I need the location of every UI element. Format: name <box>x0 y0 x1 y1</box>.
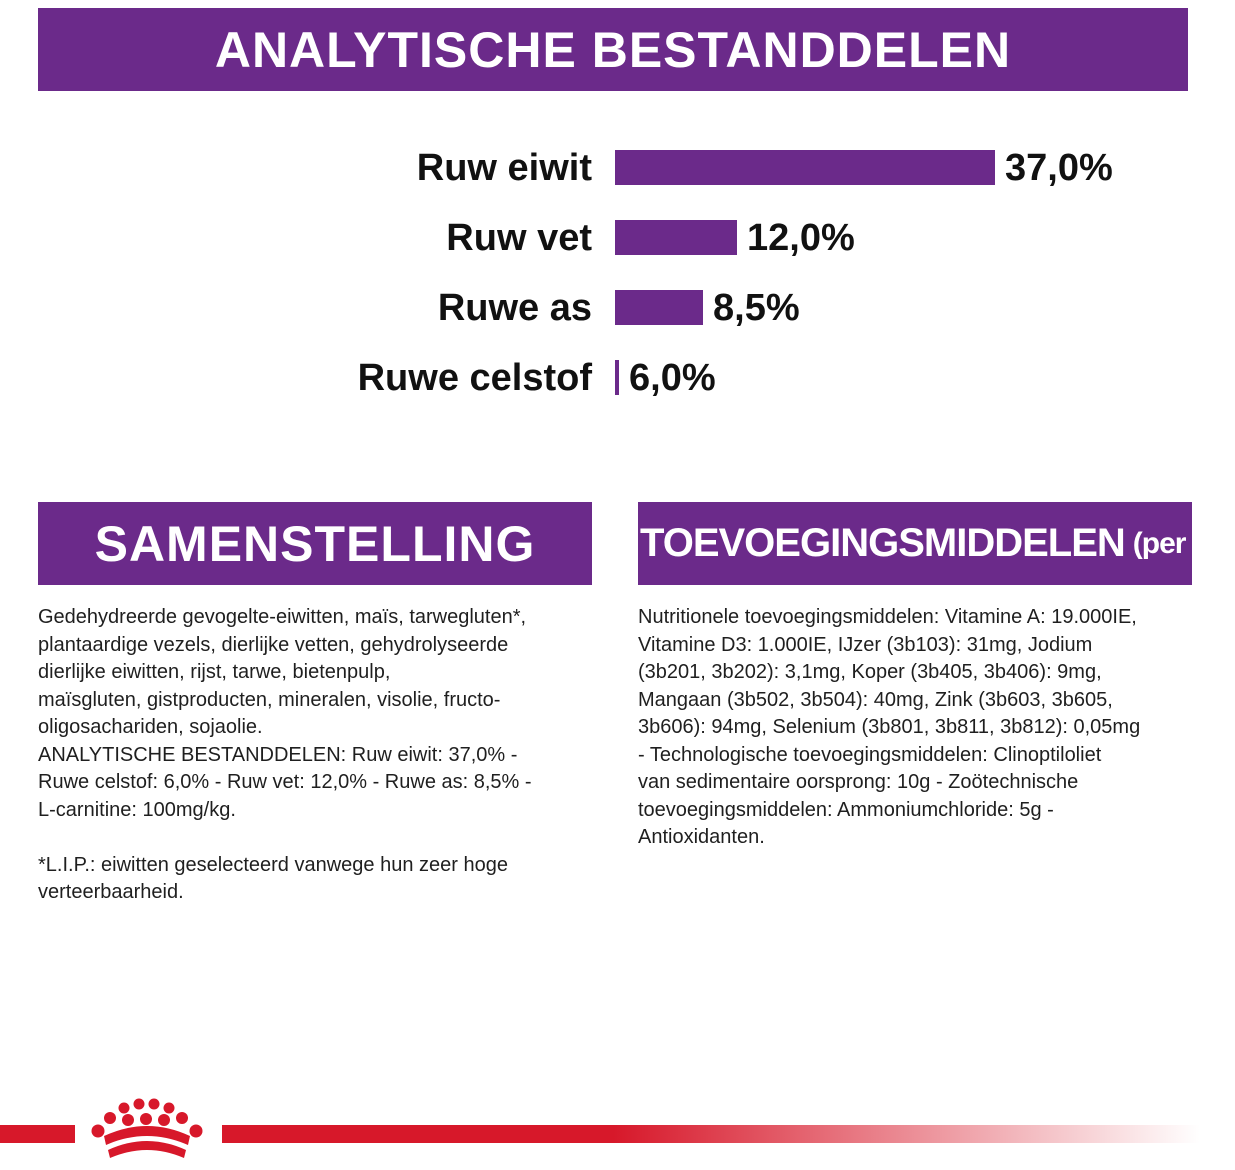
additives-line: Nutritionele toevoegingsmiddelen: Vitamine A: 19.000IE, <box>638 606 1137 628</box>
composition-line: Gedehydreerde gevogelte-eiwitten, maïs, tarwegluten*, <box>38 606 527 628</box>
additives-line: (3b201, 3b202): 3,1mg, Koper (3b405, 3b406): 9mg, <box>638 661 1102 683</box>
composition-footnote-line: *L.I.P.: eiwitten geselecteerd vanwege hun zeer hoge <box>38 853 508 876</box>
bar-row <box>0 286 1200 330</box>
bar <box>615 150 995 185</box>
composition-line: dierlijke eiwitten, rijst, tarwe, bietenpulp, <box>38 661 391 683</box>
composition-line: ANALYTISCHE BESTANDDELEN: Ruw eiwit: 37,0% - <box>38 743 518 766</box>
bar-value-label: 6,0% <box>629 357 716 399</box>
additives-line: 3b606): 94mg, Selenium (3b801, 3b811, 3b812): 0,05mg <box>638 716 1141 738</box>
bar <box>615 290 703 325</box>
additives-line: - Technologische toevoegingsmiddelen: Clinoptiloliet <box>638 743 1102 766</box>
bar <box>615 220 737 255</box>
composition-line: oligosachariden, sojaolie. <box>38 716 263 738</box>
composition-line: maïsgluten, gistproducten, mineralen, visolie, fructo- <box>38 688 501 711</box>
bar-category-label: Ruwe as <box>437 287 592 329</box>
composition-footnote-line: verteerbaarheid. <box>38 881 184 903</box>
analytical-constituents-header <box>38 8 1188 91</box>
bar-category-label: Ruw eiwit <box>416 147 592 189</box>
royal-canin-crown-icon <box>84 1098 214 1166</box>
additives-title: TOEVOEGINGSMIDDELEN <box>640 521 1125 565</box>
composition-line: plantaardige vezels, dierlijke vetten, gehydrolyseerde <box>38 633 509 656</box>
composition-header <box>38 502 592 585</box>
additives-line: Vitamine D3: 1.000IE, IJzer (3b103): 31mg, Jodium <box>638 633 1093 656</box>
bar-row <box>0 356 1200 400</box>
composition-title: SAMENSTELLING <box>94 515 536 572</box>
composition-line: Ruwe celstof: 6,0% - Ruw vet: 12,0% - Ruwe as: 8,5% - <box>38 771 532 793</box>
composition-line: L-carnitine: 100mg/kg. <box>38 798 236 821</box>
bar-row <box>0 216 1200 260</box>
bar-value-label: 37,0% <box>1005 147 1113 189</box>
additives-header <box>638 502 1235 585</box>
bar-row <box>0 146 1200 190</box>
bar-category-label: Ruwe celstof <box>357 357 592 399</box>
composition-text <box>38 604 583 907</box>
footer-red-line-left <box>0 1125 75 1143</box>
bar-category-label: Ruw vet <box>446 217 592 259</box>
additives-line: toevoegingsmiddelen: Ammoniumchloride: 5g - <box>638 798 1054 821</box>
additives-line: Antioxidanten. <box>638 826 765 848</box>
bar-value-label: 8,5% <box>713 287 800 329</box>
additives-line: Mangaan (3b502, 3b504): 40mg, Zink (3b603, 3b605, <box>638 688 1113 711</box>
bar <box>615 360 619 395</box>
analytical-constituents-title: ANALYTISCHE BESTANDDELEN <box>214 21 1012 78</box>
bar-value-label: 12,0% <box>747 217 855 259</box>
footer-red-line-right <box>222 1125 1200 1143</box>
additives-line: van sedimentaire oorsprong: 10g - Zoötechnische <box>638 771 1079 793</box>
additives-title-suffix: (per kg) <box>1132 526 1235 560</box>
additives-text <box>638 604 1193 852</box>
